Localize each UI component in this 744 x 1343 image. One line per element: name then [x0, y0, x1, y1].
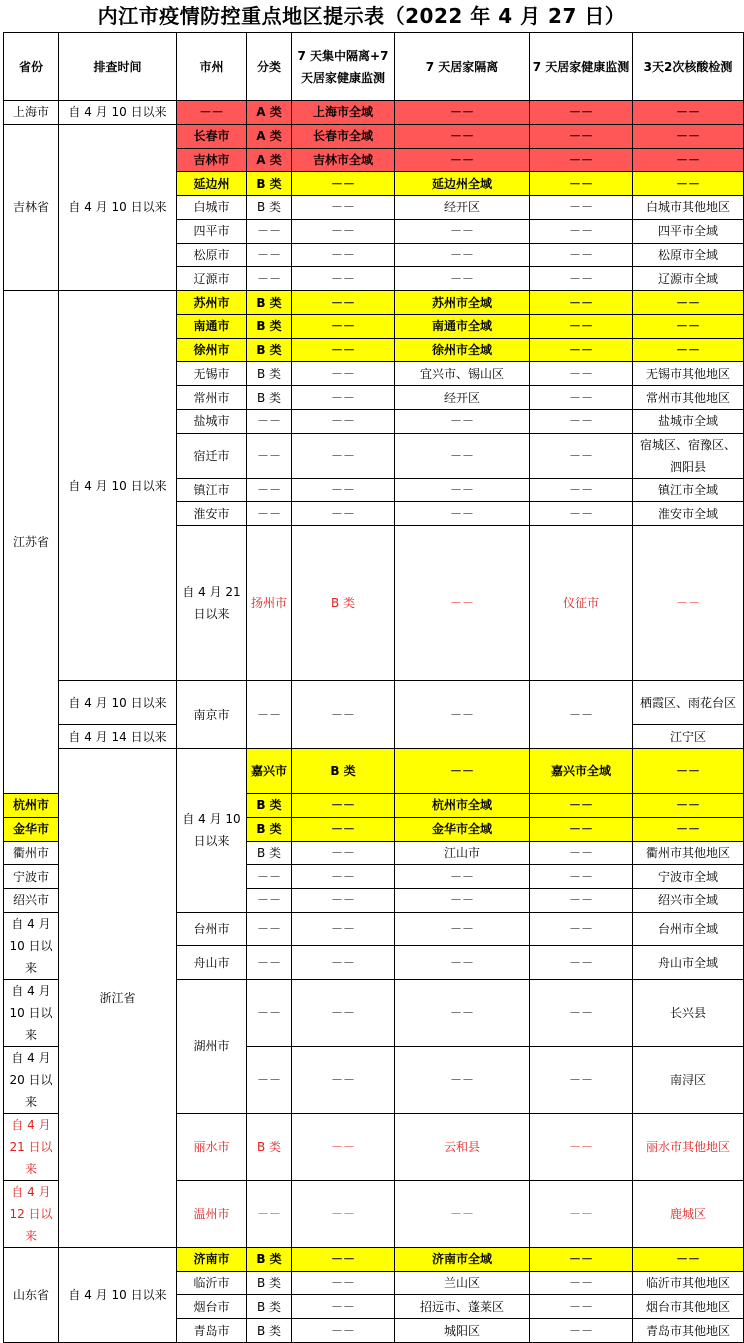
central-quarantine-cell: －－ — [292, 681, 395, 749]
home-quarantine-cell: －－ — [395, 478, 530, 502]
nucleic-test-cell: 松原市全域 — [633, 243, 744, 267]
nucleic-test-cell: 衢州市其他地区 — [633, 841, 744, 865]
nucleic-test-cell: 临沂市其他地区 — [633, 1271, 744, 1295]
class-cell: －－ — [247, 912, 292, 946]
nucleic-test-cell: 白城市其他地区 — [633, 196, 744, 220]
nucleic-test-cell: 丽水市其他地区 — [633, 1113, 744, 1180]
home-quarantine-cell: 徐州市全域 — [395, 338, 530, 362]
central-quarantine-cell: －－ — [292, 386, 395, 410]
central-quarantine-cell: －－ — [292, 1113, 395, 1180]
time-cell: 自 4 月 10 日以来 — [59, 681, 177, 725]
nucleic-test-cell: 烟台市其他地区 — [633, 1295, 744, 1319]
city-cell: 辽源市 — [177, 267, 247, 291]
class-cell: B 类 — [247, 1113, 292, 1180]
class-cell: －－ — [247, 243, 292, 267]
home-quarantine-cell: －－ — [395, 681, 530, 749]
time-cell: 自 4 月 12 日以来 — [4, 1180, 59, 1247]
city-cell: 丽水市 — [177, 1113, 247, 1180]
nucleic-test-cell: －－ — [633, 172, 744, 196]
class-cell: －－ — [247, 889, 292, 913]
city-cell: 嘉兴市 — [247, 749, 292, 794]
central-quarantine-cell: －－ — [292, 912, 395, 946]
time-cell: 自 4 月 21 日以来 — [177, 526, 247, 681]
class-cell: B 类 — [247, 1319, 292, 1343]
home-monitoring-cell: －－ — [530, 338, 633, 362]
nucleic-test-cell: 镇江市全域 — [633, 478, 744, 502]
table-header-row — [4, 33, 744, 101]
central-quarantine-cell: －－ — [292, 889, 395, 913]
city-cell: 徐州市 — [177, 338, 247, 362]
home-quarantine-cell: 仪征市 — [530, 526, 633, 681]
city-cell: 宿迁市 — [177, 433, 247, 478]
home-quarantine-cell: 金华市全域 — [395, 817, 530, 841]
home-quarantine-cell: －－ — [395, 946, 530, 980]
city-cell: 湖州市 — [177, 979, 247, 1113]
city-cell: 苏州市 — [177, 291, 247, 315]
nucleic-test-cell: 无锡市其他地区 — [633, 362, 744, 386]
header-home-monitoring: 7 天居家健康监测 — [530, 33, 633, 101]
class-cell: －－ — [247, 1180, 292, 1247]
nucleic-test-cell: 江宁区 — [633, 725, 744, 749]
city-cell: 衢州市 — [4, 841, 59, 865]
home-monitoring-cell: －－ — [530, 124, 633, 148]
class-cell: B 类 — [247, 817, 292, 841]
central-quarantine-cell: －－ — [292, 219, 395, 243]
central-quarantine-cell: －－ — [292, 1046, 395, 1113]
city-cell: 白城市 — [177, 196, 247, 220]
home-quarantine-cell: 宜兴市、锡山区 — [395, 362, 530, 386]
city-cell: 宁波市 — [4, 865, 59, 889]
home-quarantine-cell: 南通市全域 — [395, 314, 530, 338]
class-cell: －－ — [247, 433, 292, 478]
table-row — [4, 749, 744, 794]
nucleic-test-cell: 宁波市全域 — [633, 865, 744, 889]
home-monitoring-cell: －－ — [530, 196, 633, 220]
home-quarantine-cell: 兰山区 — [395, 1271, 530, 1295]
home-quarantine-cell: －－ — [395, 889, 530, 913]
home-quarantine-cell: 江山市 — [395, 841, 530, 865]
nucleic-test-cell: 青岛市其他地区 — [633, 1319, 744, 1343]
home-quarantine-cell: 经开区 — [395, 386, 530, 410]
central-quarantine-cell: －－ — [292, 1247, 395, 1271]
class-cell: B 类 — [247, 841, 292, 865]
home-quarantine-cell: 嘉兴市全域 — [530, 749, 633, 794]
city-cell: 四平市 — [177, 219, 247, 243]
city-cell: 青岛市 — [177, 1319, 247, 1343]
class-cell: B 类 — [247, 1271, 292, 1295]
home-monitoring-cell: －－ — [530, 219, 633, 243]
home-quarantine-cell: －－ — [395, 243, 530, 267]
city-cell: －－ — [177, 101, 247, 125]
time-cell: 自 4 月 10 日以来 — [4, 979, 59, 1046]
class-cell: －－ — [247, 1046, 292, 1113]
home-monitoring-cell: －－ — [530, 291, 633, 315]
central-quarantine-cell: －－ — [292, 794, 395, 818]
nucleic-test-cell: －－ — [633, 314, 744, 338]
home-quarantine-cell: －－ — [395, 219, 530, 243]
central-quarantine-cell: －－ — [395, 749, 530, 794]
central-quarantine-cell: －－ — [292, 817, 395, 841]
class-cell: A 类 — [247, 101, 292, 125]
central-quarantine-cell: －－ — [292, 841, 395, 865]
home-quarantine-cell: 杭州市全域 — [395, 794, 530, 818]
nucleic-test-cell: 栖霞区、雨花台区 — [633, 681, 744, 725]
city-cell: 淮安市 — [177, 502, 247, 526]
time-cell: 自 4 月 10 日以来 — [59, 1247, 177, 1342]
home-monitoring-cell: －－ — [530, 1113, 633, 1180]
central-quarantine-cell: －－ — [292, 502, 395, 526]
city-cell: 扬州市 — [247, 526, 292, 681]
home-monitoring-cell: －－ — [530, 314, 633, 338]
nucleic-test-cell: 台州市全域 — [633, 912, 744, 946]
city-cell: 南通市 — [177, 314, 247, 338]
header-class: 分类 — [247, 33, 292, 101]
header-province: 省份 — [4, 33, 59, 101]
class-cell: A 类 — [247, 148, 292, 172]
home-monitoring-cell: －－ — [530, 148, 633, 172]
city-cell: 济南市 — [177, 1247, 247, 1271]
header-city: 市州 — [177, 33, 247, 101]
table-row — [4, 291, 744, 315]
time-cell: 自 4 月 14 日以来 — [59, 725, 177, 749]
home-monitoring-cell: －－ — [530, 817, 633, 841]
central-quarantine-cell: 吉林市全域 — [292, 148, 395, 172]
home-monitoring-cell: －－ — [530, 681, 633, 749]
central-quarantine-cell: －－ — [292, 979, 395, 1046]
class-cell: －－ — [247, 267, 292, 291]
class-cell: B 类 — [247, 291, 292, 315]
city-cell: 绍兴市 — [4, 889, 59, 913]
nucleic-test-cell: 淮安市全域 — [633, 502, 744, 526]
class-cell: B 类 — [247, 314, 292, 338]
central-quarantine-cell: －－ — [292, 267, 395, 291]
city-cell: 台州市 — [177, 912, 247, 946]
home-monitoring-cell: －－ — [530, 101, 633, 125]
home-monitoring-cell: －－ — [530, 1295, 633, 1319]
class-cell: B 类 — [247, 196, 292, 220]
home-quarantine-cell: －－ — [395, 148, 530, 172]
province-cell: 上海市 — [4, 101, 59, 125]
class-cell: B 类 — [247, 794, 292, 818]
home-monitoring-cell: －－ — [530, 502, 633, 526]
central-quarantine-cell: －－ — [292, 243, 395, 267]
class-cell: －－ — [247, 946, 292, 980]
nucleic-test-cell: －－ — [633, 817, 744, 841]
nucleic-test-cell: －－ — [633, 291, 744, 315]
city-cell: 南京市 — [177, 681, 247, 749]
city-cell: 烟台市 — [177, 1295, 247, 1319]
province-cell: 浙江省 — [59, 749, 177, 1248]
central-quarantine-cell: －－ — [292, 409, 395, 433]
city-cell: 温州市 — [177, 1180, 247, 1247]
class-cell: B 类 — [247, 172, 292, 196]
central-quarantine-cell: －－ — [292, 946, 395, 980]
time-cell: 自 4 月 21 日以来 — [4, 1113, 59, 1180]
page-title: 内江市疫情防控重点地区提示表（2022 年 4 月 27 日） — [97, 4, 626, 28]
city-cell: 松原市 — [177, 243, 247, 267]
city-cell: 常州市 — [177, 386, 247, 410]
home-monitoring-cell: －－ — [530, 386, 633, 410]
class-cell: B 类 — [247, 1295, 292, 1319]
home-monitoring-cell: －－ — [633, 749, 744, 794]
nucleic-test-cell: 辽源市全域 — [633, 267, 744, 291]
nucleic-test-cell: －－ — [633, 794, 744, 818]
header-time: 排查时间 — [59, 33, 177, 101]
nucleic-test-cell: 盐城市全域 — [633, 409, 744, 433]
city-cell: 临沂市 — [177, 1271, 247, 1295]
central-quarantine-cell: －－ — [292, 1271, 395, 1295]
home-monitoring-cell: －－ — [530, 1319, 633, 1343]
home-quarantine-cell: 济南市全域 — [395, 1247, 530, 1271]
home-monitoring-cell: －－ — [530, 889, 633, 913]
home-quarantine-cell: －－ — [395, 912, 530, 946]
class-cell: B 类 — [292, 749, 395, 794]
class-cell: －－ — [247, 865, 292, 889]
home-quarantine-cell: －－ — [395, 1046, 530, 1113]
home-quarantine-cell: －－ — [395, 101, 530, 125]
central-quarantine-cell: －－ — [292, 196, 395, 220]
home-quarantine-cell: 经开区 — [395, 196, 530, 220]
class-cell: B 类 — [247, 386, 292, 410]
class-cell: －－ — [247, 478, 292, 502]
central-quarantine-cell: －－ — [292, 338, 395, 362]
nucleic-test-cell: 鹿城区 — [633, 1180, 744, 1247]
home-monitoring-cell: －－ — [530, 362, 633, 386]
home-quarantine-cell: －－ — [395, 502, 530, 526]
home-monitoring-cell: －－ — [530, 1046, 633, 1113]
time-cell: 自 4 月 10 日以来 — [4, 912, 59, 979]
home-quarantine-cell: 城阳区 — [395, 1319, 530, 1343]
home-monitoring-cell: －－ — [530, 794, 633, 818]
table-row — [4, 681, 744, 703]
city-cell: 舟山市 — [177, 946, 247, 980]
city-cell: 吉林市 — [177, 148, 247, 172]
nucleic-test-cell: 长兴县 — [633, 979, 744, 1046]
table-row — [4, 1247, 744, 1271]
nucleic-test-cell: －－ — [633, 148, 744, 172]
city-cell: 无锡市 — [177, 362, 247, 386]
home-monitoring-cell: －－ — [530, 267, 633, 291]
home-monitoring-cell: －－ — [530, 946, 633, 980]
home-quarantine-cell: 招远市、蓬莱区 — [395, 1295, 530, 1319]
central-quarantine-cell: －－ — [292, 1180, 395, 1247]
city-cell: 盐城市 — [177, 409, 247, 433]
nucleic-test-cell: 绍兴市全域 — [633, 889, 744, 913]
home-quarantine-cell: 云和县 — [395, 1113, 530, 1180]
province-cell: 吉林省 — [4, 124, 59, 290]
class-cell: B 类 — [247, 362, 292, 386]
class-cell: B 类 — [247, 1247, 292, 1271]
nucleic-test-cell: 常州市其他地区 — [633, 386, 744, 410]
home-monitoring-cell: －－ — [530, 1180, 633, 1247]
class-cell: B 类 — [292, 526, 395, 681]
home-quarantine-cell: －－ — [395, 409, 530, 433]
home-quarantine-cell: －－ — [395, 267, 530, 291]
class-cell: A 类 — [247, 124, 292, 148]
class-cell: －－ — [247, 681, 292, 749]
home-monitoring-cell: －－ — [633, 526, 744, 681]
time-cell: 自 4 月 10 日以来 — [59, 101, 177, 125]
central-quarantine-cell: －－ — [292, 865, 395, 889]
home-monitoring-cell: －－ — [530, 433, 633, 478]
central-quarantine-cell: －－ — [292, 291, 395, 315]
city-cell: 镇江市 — [177, 478, 247, 502]
central-quarantine-cell: －－ — [395, 526, 530, 681]
central-quarantine-cell: －－ — [292, 314, 395, 338]
risk-area-table — [3, 32, 744, 1343]
home-quarantine-cell: －－ — [395, 979, 530, 1046]
nucleic-test-cell: 舟山市全域 — [633, 946, 744, 980]
home-quarantine-cell: －－ — [395, 1180, 530, 1247]
province-cell: 山东省 — [4, 1247, 59, 1342]
home-monitoring-cell: －－ — [530, 1271, 633, 1295]
home-monitoring-cell: －－ — [530, 841, 633, 865]
home-monitoring-cell: －－ — [530, 979, 633, 1046]
province-cell: 江苏省 — [4, 291, 59, 794]
home-quarantine-cell: －－ — [395, 124, 530, 148]
home-monitoring-cell: －－ — [530, 865, 633, 889]
class-cell: －－ — [247, 409, 292, 433]
city-cell: 杭州市 — [4, 794, 59, 818]
nucleic-test-cell: 四平市全域 — [633, 219, 744, 243]
nucleic-test-cell: －－ — [633, 124, 744, 148]
central-quarantine-cell: －－ — [292, 433, 395, 478]
home-monitoring-cell: －－ — [530, 409, 633, 433]
home-monitoring-cell: －－ — [530, 243, 633, 267]
time-cell: 自 4 月 20 日以来 — [4, 1046, 59, 1113]
nucleic-test-cell: －－ — [633, 1247, 744, 1271]
time-cell: 自 4 月 10 日以来 — [59, 291, 177, 681]
home-quarantine-cell: －－ — [395, 865, 530, 889]
time-cell: 自 4 月 10 日以来 — [59, 124, 177, 290]
central-quarantine-cell: －－ — [292, 362, 395, 386]
class-cell: －－ — [247, 219, 292, 243]
header-nucleic-test: 3天2次核酸检测 — [633, 33, 744, 101]
class-cell: B 类 — [247, 338, 292, 362]
time-cell: 自 4 月 10 日以来 — [177, 749, 247, 913]
class-cell: －－ — [247, 979, 292, 1046]
home-monitoring-cell: －－ — [530, 1247, 633, 1271]
class-cell: －－ — [247, 502, 292, 526]
central-quarantine-cell: 上海市全域 — [292, 101, 395, 125]
central-quarantine-cell: 长春市全域 — [292, 124, 395, 148]
home-monitoring-cell: －－ — [530, 478, 633, 502]
central-quarantine-cell: －－ — [292, 1295, 395, 1319]
home-monitoring-cell: －－ — [530, 172, 633, 196]
city-cell: 延边州 — [177, 172, 247, 196]
central-quarantine-cell: －－ — [292, 172, 395, 196]
home-quarantine-cell: 延边州全域 — [395, 172, 530, 196]
header-central-quarantine: 7 天集中隔离+7 天居家健康监测 — [292, 33, 395, 101]
city-cell: 金华市 — [4, 817, 59, 841]
home-quarantine-cell: －－ — [395, 433, 530, 478]
central-quarantine-cell: －－ — [292, 1319, 395, 1343]
table-row — [4, 101, 744, 125]
nucleic-test-cell: 宿城区、宿豫区、泗阳县 — [633, 433, 744, 478]
home-quarantine-cell: 苏州市全域 — [395, 291, 530, 315]
header-home-quarantine: 7 天居家隔离 — [395, 33, 530, 101]
nucleic-test-cell: 南浔区 — [633, 1046, 744, 1113]
nucleic-test-cell: －－ — [633, 101, 744, 125]
central-quarantine-cell: －－ — [292, 478, 395, 502]
home-monitoring-cell: －－ — [530, 912, 633, 946]
city-cell: 长春市 — [177, 124, 247, 148]
nucleic-test-cell: －－ — [633, 338, 744, 362]
table-row — [4, 124, 744, 148]
